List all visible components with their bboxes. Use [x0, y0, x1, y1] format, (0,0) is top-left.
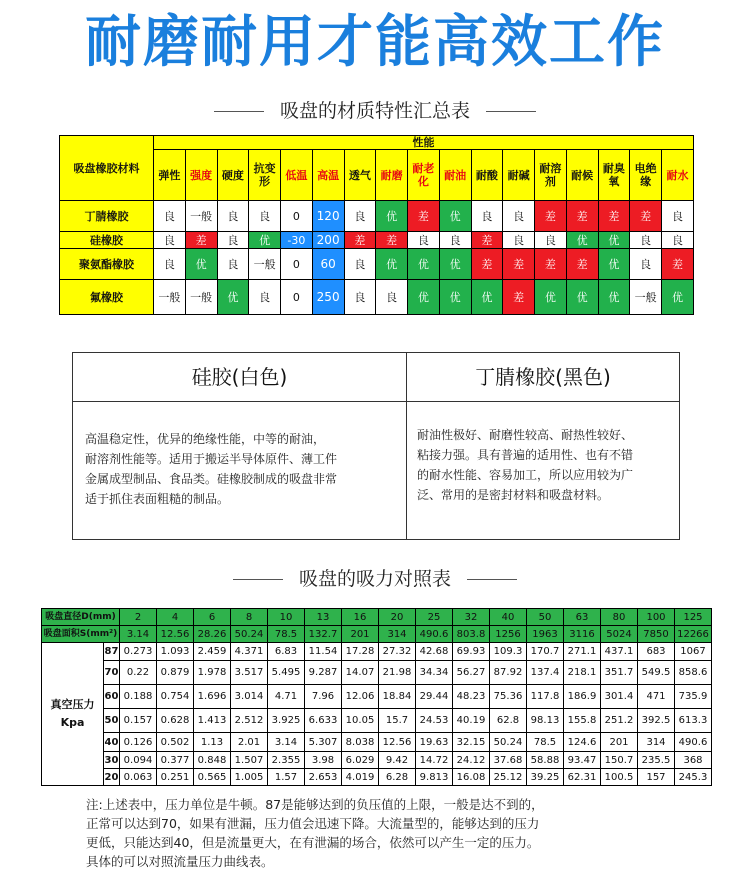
property-cell: 0 [281, 249, 313, 280]
force-cell: 8.038 [342, 733, 379, 752]
property-cell: 一般 [630, 280, 662, 315]
table-row [42, 661, 712, 685]
force-cell: 12.06 [342, 685, 379, 709]
force-cell: 683 [638, 643, 675, 661]
vacuum-unit: Kpa [60, 716, 85, 729]
material-name: 聚氨酯橡胶 [60, 249, 154, 280]
force-cell: 0.251 [157, 769, 194, 786]
column-header: 抗变形 [249, 150, 281, 201]
force-cell: 56.27 [453, 661, 490, 685]
force-cell: 58.88 [527, 752, 564, 769]
force-cell: 437.1 [601, 643, 638, 661]
diameter-cell: 100 [638, 609, 675, 626]
force-cell: 75.36 [490, 685, 527, 709]
force-cell: 11.54 [305, 643, 342, 661]
diameter-cell: 4 [157, 609, 194, 626]
force-cell: 0.126 [120, 733, 157, 752]
table-row [42, 643, 712, 661]
property-cell: 良 [344, 201, 376, 232]
area-cell: 803.8 [453, 626, 490, 643]
force-cell: 9.813 [416, 769, 453, 786]
force-cell: 78.5 [527, 733, 564, 752]
force-cell: 3.98 [305, 752, 342, 769]
property-cell: 优 [185, 249, 217, 280]
force-cell: 1.005 [231, 769, 268, 786]
diameter-cell: 8 [231, 609, 268, 626]
property-cell: 优 [598, 249, 630, 280]
force-cell: 0.063 [120, 769, 157, 786]
force-cell: 15.7 [379, 709, 416, 733]
force-cell: 1.413 [194, 709, 231, 733]
force-cell: 93.47 [564, 752, 601, 769]
force-cell: 0.502 [157, 733, 194, 752]
property-cell: 优 [408, 249, 440, 280]
table-row [42, 769, 712, 786]
force-cell: 0.188 [120, 685, 157, 709]
force-cell: 4.71 [268, 685, 305, 709]
diameter-cell: 6 [194, 609, 231, 626]
force-cell: 1.696 [194, 685, 231, 709]
force-cell: 42.68 [416, 643, 453, 661]
force-cell: 251.2 [601, 709, 638, 733]
force-cell: 19.63 [416, 733, 453, 752]
property-cell: 良 [408, 232, 440, 249]
suction-section-title: 吸盘的吸力对照表 [298, 568, 451, 590]
material-name: 硅橡胶 [60, 232, 154, 249]
column-header: 低温 [281, 150, 313, 201]
force-cell: 4.371 [231, 643, 268, 661]
force-cell: 150.7 [601, 752, 638, 769]
silicone-title: 硅胶(白色) [191, 365, 288, 389]
property-cell: 0 [281, 201, 313, 232]
diameter-cell: 40 [490, 609, 527, 626]
force-cell: 157 [638, 769, 675, 786]
area-cell: 490.6 [416, 626, 453, 643]
table-row [42, 733, 712, 752]
property-cell: 差 [471, 249, 503, 280]
property-cell: 优 [566, 280, 598, 315]
area-cell: 5024 [601, 626, 638, 643]
force-cell: 40.19 [453, 709, 490, 733]
force-cell: 14.07 [342, 661, 379, 685]
force-cell: 2.01 [231, 733, 268, 752]
force-cell: 6.28 [379, 769, 416, 786]
pressure-cell: 20 [104, 769, 120, 786]
area-cell: 132.7 [305, 626, 342, 643]
force-cell: 392.5 [638, 709, 675, 733]
force-cell: 0.094 [120, 752, 157, 769]
force-cell: 490.6 [675, 733, 712, 752]
property-cell: 良 [439, 232, 471, 249]
force-cell: 17.28 [342, 643, 379, 661]
property-cell: 良 [154, 249, 186, 280]
table-row [42, 685, 712, 709]
force-cell: 0.22 [120, 661, 157, 685]
force-cell: 245.3 [675, 769, 712, 786]
footnote-line: 正常可以达到70，如果有泄漏，压力值会迅速下降。大流量型的，能够达到的压力 [86, 816, 540, 831]
suction-force-table [41, 608, 712, 786]
force-cell: 12.56 [379, 733, 416, 752]
area-cell: 3.14 [120, 626, 157, 643]
force-cell: 98.13 [527, 709, 564, 733]
property-cell: 优 [566, 232, 598, 249]
property-cell: 优 [598, 232, 630, 249]
force-cell: 9.287 [305, 661, 342, 685]
area-cell: 12.56 [157, 626, 194, 643]
diameter-cell: 63 [564, 609, 601, 626]
property-cell: 良 [154, 232, 186, 249]
force-cell: 0.157 [120, 709, 157, 733]
header-row-group [60, 136, 694, 150]
description-line: 适于抓住表面粗糙的制品。 [85, 492, 230, 506]
footnote [86, 795, 686, 871]
force-cell: 3.517 [231, 661, 268, 685]
force-cell: 117.8 [527, 685, 564, 709]
property-cell: 良 [630, 232, 662, 249]
table-row [42, 752, 712, 769]
nitrile-description [417, 425, 675, 505]
property-cell: 良 [503, 232, 535, 249]
footnote-line: 注:上述表中，压力单位是牛顿。87是能够达到的负压值的上限，一般是达不到的， [86, 797, 544, 812]
area-cell: 28.26 [194, 626, 231, 643]
force-cell: 0.848 [194, 752, 231, 769]
force-cell: 5.495 [268, 661, 305, 685]
table-row [60, 249, 694, 280]
column-header: 耐候 [566, 150, 598, 201]
force-cell: 2.459 [194, 643, 231, 661]
property-cell: 优 [471, 280, 503, 315]
area-row [42, 626, 712, 643]
vacuum-label-text: 真空压力 [50, 698, 95, 711]
property-cell: 差 [566, 201, 598, 232]
property-cell: 差 [376, 232, 408, 249]
force-cell: 549.5 [638, 661, 675, 685]
force-cell: 109.3 [490, 643, 527, 661]
force-cell: 314 [638, 733, 675, 752]
force-cell: 29.44 [416, 685, 453, 709]
force-cell: 368 [675, 752, 712, 769]
nitrile-title: 丁腈橡胶(黑色) [475, 365, 611, 389]
area-cell: 1256 [490, 626, 527, 643]
area-cell: 3116 [564, 626, 601, 643]
force-cell: 1.093 [157, 643, 194, 661]
column-header: 硬度 [217, 150, 249, 201]
force-cell: 0.273 [120, 643, 157, 661]
force-cell: 5.307 [305, 733, 342, 752]
force-cell: 10.05 [342, 709, 379, 733]
diameter-cell: 125 [675, 609, 712, 626]
force-cell: 24.53 [416, 709, 453, 733]
performance-group-header: 性能 [154, 136, 694, 150]
area-cell: 12266 [675, 626, 712, 643]
property-cell: 良 [662, 232, 694, 249]
force-cell: 3.014 [231, 685, 268, 709]
property-cell: 优 [408, 280, 440, 315]
diameter-cell: 20 [379, 609, 416, 626]
description-line: 耐溶剂性能等。适用于搬运半导体原件、薄工件 [85, 452, 338, 466]
force-cell: 39.25 [527, 769, 564, 786]
property-cell: 优 [249, 232, 281, 249]
column-header: 电绝缘 [630, 150, 662, 201]
force-cell: 50.24 [490, 733, 527, 752]
heading-dash-left [214, 111, 264, 112]
description-line: 粘接力强。具有普遍的适用性、也有不错 [417, 448, 634, 462]
property-cell: 60 [312, 249, 344, 280]
table-row [60, 280, 694, 315]
force-cell: 0.628 [157, 709, 194, 733]
description-line: 耐油性极好、耐磨性较高、耐热性较好、 [417, 428, 634, 442]
footnote-line: 具体的可以对照流量压力曲线表。 [86, 854, 274, 869]
table-row [42, 709, 712, 733]
column-header: 透气 [344, 150, 376, 201]
description-line: 高温稳定性，优异的绝缘性能，中等的耐油， [85, 432, 326, 446]
diameter-cell: 2 [120, 609, 157, 626]
diameter-cell: 10 [268, 609, 305, 626]
property-cell: 良 [503, 201, 535, 232]
property-cell: 良 [217, 232, 249, 249]
pressure-cell: 60 [104, 685, 120, 709]
property-cell: 差 [662, 249, 694, 280]
column-header: 耐碱 [503, 150, 535, 201]
force-cell: 2.512 [231, 709, 268, 733]
property-cell: 优 [376, 249, 408, 280]
page-title: 耐磨耐用才能高效工作 [85, 10, 665, 75]
force-cell: 37.68 [490, 752, 527, 769]
material-section-heading [0, 96, 750, 123]
property-cell: 差 [471, 232, 503, 249]
area-cell: 50.24 [231, 626, 268, 643]
property-cell: 优 [598, 280, 630, 315]
force-cell: 186.9 [564, 685, 601, 709]
force-cell: 351.7 [601, 661, 638, 685]
force-cell: 16.08 [453, 769, 490, 786]
property-cell: 良 [344, 280, 376, 315]
force-cell: 2.355 [268, 752, 305, 769]
force-cell: 34.34 [416, 661, 453, 685]
force-cell: 735.9 [675, 685, 712, 709]
heading-dash-left [233, 579, 283, 580]
pressure-cell: 30 [104, 752, 120, 769]
force-cell: 1.13 [194, 733, 231, 752]
material-properties-table [59, 135, 694, 315]
force-cell: 24.12 [453, 752, 490, 769]
property-cell: 一般 [249, 249, 281, 280]
column-header: 耐溶剂 [535, 150, 567, 201]
force-cell: 471 [638, 685, 675, 709]
property-cell: 差 [598, 201, 630, 232]
column-header: 弹性 [154, 150, 186, 201]
diameter-cell: 16 [342, 609, 379, 626]
column-header: 耐油 [439, 150, 471, 201]
force-cell: 87.92 [490, 661, 527, 685]
force-cell: 1067 [675, 643, 712, 661]
column-header: 耐老化 [408, 150, 440, 201]
heading-dash-right [467, 579, 517, 580]
property-cell: 差 [185, 232, 217, 249]
force-cell: 62.31 [564, 769, 601, 786]
force-cell: 48.23 [453, 685, 490, 709]
force-cell: 170.7 [527, 643, 564, 661]
vacuum-pressure-label [42, 643, 104, 786]
diameter-cell: 32 [453, 609, 490, 626]
property-cell: 良 [662, 201, 694, 232]
property-cell: 优 [217, 280, 249, 315]
column-header: 耐酸 [471, 150, 503, 201]
table-row [60, 201, 694, 232]
header-row [60, 150, 694, 201]
material-name: 氟橡胶 [60, 280, 154, 315]
force-cell: 235.5 [638, 752, 675, 769]
footnote-line: 更低，只能达到40，但是流量更大，在有泄漏的场合，依然可以产生一定的压力。 [86, 835, 540, 850]
property-cell: 一般 [185, 280, 217, 315]
area-cell: 7850 [638, 626, 675, 643]
force-cell: 9.42 [379, 752, 416, 769]
property-cell: 优 [439, 249, 471, 280]
force-cell: 0.879 [157, 661, 194, 685]
force-cell: 124.6 [564, 733, 601, 752]
force-cell: 0.377 [157, 752, 194, 769]
property-cell: 差 [503, 249, 535, 280]
pressure-cell: 40 [104, 733, 120, 752]
property-cell: 优 [439, 201, 471, 232]
force-cell: 137.4 [527, 661, 564, 685]
diameter-row [42, 609, 712, 626]
property-cell: 差 [535, 201, 567, 232]
property-cell: 良 [535, 232, 567, 249]
area-cell: 314 [379, 626, 416, 643]
pressure-cell: 87 [104, 643, 120, 661]
force-cell: 69.93 [453, 643, 490, 661]
force-cell: 3.14 [268, 733, 305, 752]
property-cell: 良 [249, 280, 281, 315]
property-cell: 良 [154, 201, 186, 232]
property-cell: 差 [566, 249, 598, 280]
force-cell: 14.72 [416, 752, 453, 769]
property-cell: 250 [312, 280, 344, 315]
property-cell: 120 [312, 201, 344, 232]
column-header: 高温 [312, 150, 344, 201]
area-cell: 201 [342, 626, 379, 643]
force-cell: 4.019 [342, 769, 379, 786]
force-cell: 6.029 [342, 752, 379, 769]
property-cell: 优 [662, 280, 694, 315]
description-line: 的耐水性能、容易加工，所以应用较为广 [417, 468, 634, 482]
silicone-description [85, 429, 403, 509]
pressure-cell: 70 [104, 661, 120, 685]
property-cell: 良 [249, 201, 281, 232]
force-cell: 27.32 [379, 643, 416, 661]
property-cell: 0 [281, 280, 313, 315]
description-line: 金属成型制品、食品类。硅橡胶制成的吸盘非常 [85, 472, 338, 486]
force-cell: 62.8 [490, 709, 527, 733]
force-cell: 271.1 [564, 643, 601, 661]
box-divider-horizontal [73, 401, 679, 402]
property-cell: 200 [312, 232, 344, 249]
force-cell: 1.978 [194, 661, 231, 685]
material-description-boxes [72, 352, 680, 540]
property-cell: 良 [344, 249, 376, 280]
force-cell: 0.565 [194, 769, 231, 786]
property-cell: 良 [217, 201, 249, 232]
area-cell: 78.5 [268, 626, 305, 643]
property-cell: 优 [535, 280, 567, 315]
force-cell: 858.6 [675, 661, 712, 685]
material-section-title: 吸盘的材质特性汇总表 [279, 100, 470, 122]
diameter-cell: 13 [305, 609, 342, 626]
force-cell: 301.4 [601, 685, 638, 709]
column-header: 耐磨 [376, 150, 408, 201]
force-cell: 3.925 [268, 709, 305, 733]
force-cell: 100.5 [601, 769, 638, 786]
property-cell: 差 [503, 280, 535, 315]
force-cell: 32.15 [453, 733, 490, 752]
heading-dash-right [486, 111, 536, 112]
force-cell: 18.84 [379, 685, 416, 709]
property-cell: 良 [471, 201, 503, 232]
diameter-label: 吸盘直径D(mm) [42, 609, 120, 626]
diameter-cell: 25 [416, 609, 453, 626]
force-cell: 6.633 [305, 709, 342, 733]
property-cell: 良 [630, 249, 662, 280]
property-cell: 差 [630, 201, 662, 232]
force-cell: 6.83 [268, 643, 305, 661]
area-cell: 1963 [527, 626, 564, 643]
description-line: 泛、常用的是密封材料和吸盘材料。 [417, 488, 610, 502]
diameter-cell: 50 [527, 609, 564, 626]
material-name: 丁腈橡胶 [60, 201, 154, 232]
pressure-cell: 50 [104, 709, 120, 733]
property-cell: 良 [376, 280, 408, 315]
column-header: 耐水 [662, 150, 694, 201]
force-cell: 155.8 [564, 709, 601, 733]
property-cell: 优 [376, 201, 408, 232]
property-cell: 良 [217, 249, 249, 280]
area-label: 吸盘面积S(mm²) [42, 626, 120, 643]
force-cell: 613.3 [675, 709, 712, 733]
force-cell: 1.57 [268, 769, 305, 786]
property-cell: -30 [281, 232, 313, 249]
force-cell: 2.653 [305, 769, 342, 786]
property-cell: 差 [408, 201, 440, 232]
property-cell: 差 [344, 232, 376, 249]
property-cell: 优 [439, 280, 471, 315]
property-cell: 一般 [154, 280, 186, 315]
property-cell: 一般 [185, 201, 217, 232]
force-cell: 201 [601, 733, 638, 752]
force-cell: 7.96 [305, 685, 342, 709]
table-corner-label: 吸盘橡胶材料 [60, 136, 154, 201]
column-header: 强度 [185, 150, 217, 201]
column-header: 耐臭氧 [598, 150, 630, 201]
suction-section-heading [0, 564, 750, 591]
force-cell: 25.12 [490, 769, 527, 786]
force-cell: 0.754 [157, 685, 194, 709]
table-row [60, 232, 694, 249]
diameter-cell: 80 [601, 609, 638, 626]
property-cell: 差 [535, 249, 567, 280]
force-cell: 1.507 [231, 752, 268, 769]
force-cell: 218.1 [564, 661, 601, 685]
force-cell: 21.98 [379, 661, 416, 685]
